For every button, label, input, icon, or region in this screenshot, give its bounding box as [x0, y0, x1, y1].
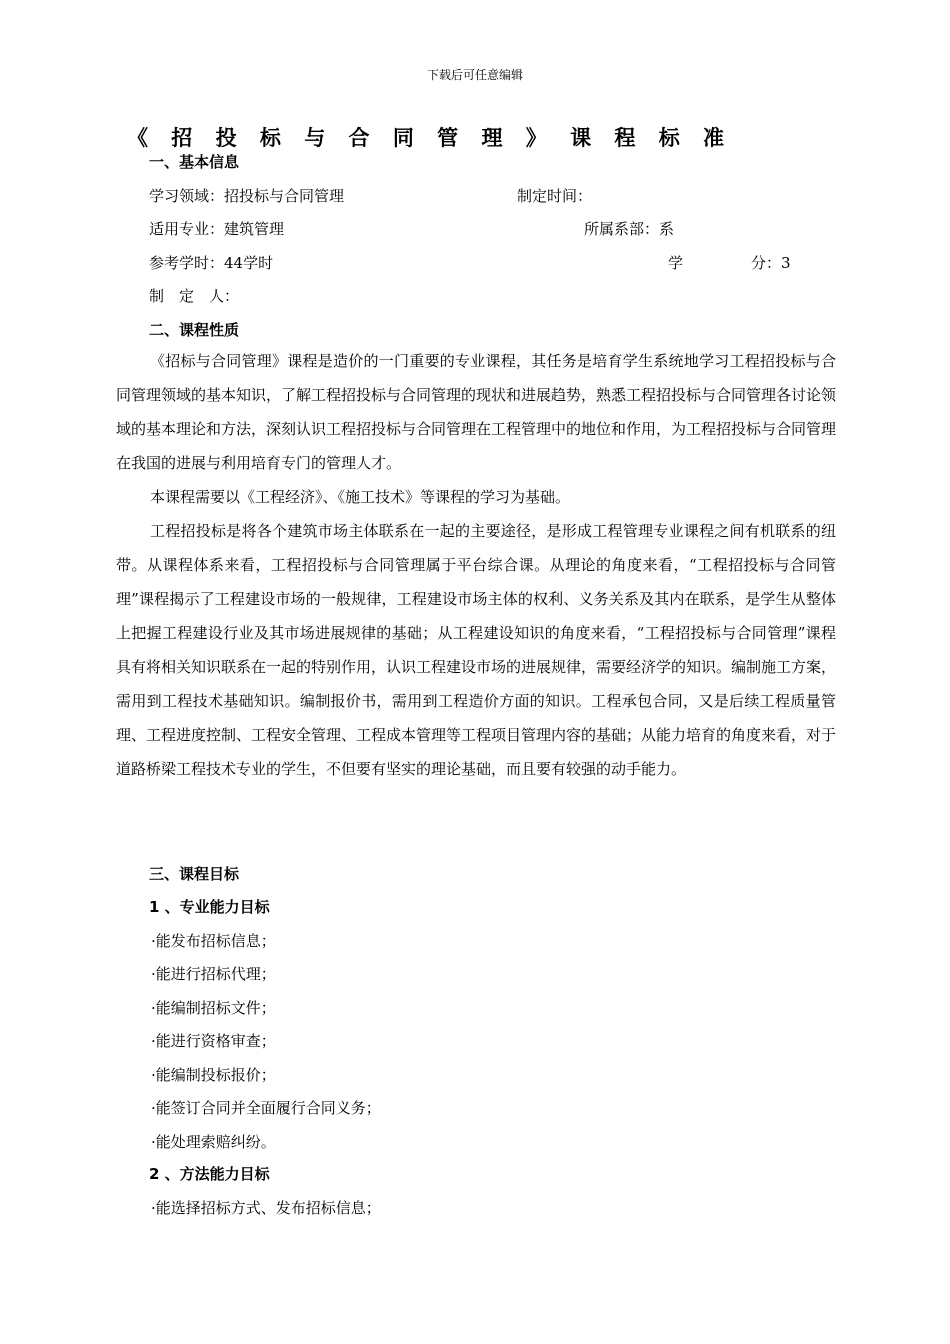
list-item: ·能选择招标方式、发布招标信息； — [151, 1199, 381, 1217]
list-item: ·能签订合同并全面履行合同义务； — [151, 1099, 381, 1117]
list-item: ·能编制招标文件； — [151, 999, 276, 1017]
list-item: ·能处理索赔纠纷。 — [151, 1133, 276, 1151]
subheading-professional-goals: 1 、专业能力目标 — [149, 898, 270, 916]
info-set-time: 制定时间： — [517, 187, 593, 205]
info-credit-label: 学 — [668, 254, 684, 272]
list-item: ·能发布招标信息； — [151, 932, 276, 950]
section-heading-basic-info: 一、基本信息 — [149, 153, 240, 171]
list-item: ·能编制投标报价； — [151, 1066, 276, 1084]
info-department: 所属系部：系 — [584, 220, 675, 238]
section-heading-goals: 三、课程目标 — [149, 865, 240, 883]
subheading-method-goals: 2 、方法能力目标 — [149, 1165, 270, 1183]
info-learning-area: 学习领域：招投标与合同管理 — [149, 187, 345, 205]
document-title: 《 招 投 标 与 合 同 管 理 》 课 程 标 准 — [127, 126, 733, 150]
header-note: 下载后可任意编辑 — [426, 68, 523, 82]
info-hours: 参考学时：44学时 — [149, 254, 274, 272]
info-author: 制 定 人： — [149, 287, 240, 305]
info-credit-value: 分：3 — [751, 254, 791, 272]
section-heading-nature: 二、课程性质 — [149, 321, 240, 339]
paragraph-course-nature: 《招标与合同管理》课程是造价的一门重要的专业课程，其任务是培育学生系统地学习工程招投标与合同管理领域的基本知识，了解工程招投标与合同管理的现状和进展趋势，熟悉工程招投标与合同管理各讨论领域的基本理论和方法，深刻认识工程招投标与合同管理在工程管理中的地位和作用，为工程招投标与合同管理在我国的进展与利用培育专门的管理人才。 — [116, 352, 837, 472]
paragraph-course-role: 工程招投标是将各个建筑市场主体联系在一起的主要途径，是形成工程管理专业课程之间有机联系的纽带。从课程体系来看，工程招投标与合同管理属于平台综合课。从理论的角度来看，“工程招投标与合同管理”课程揭示了工程建设市场的一般规律，工程建设市场主体的权利、义务关系及其内在联系，是学生从整体上把握工程建设行业及其市场进展规律的基础；从工程建设知识的角度来看，“工程招投标与合同管理”课程具有将相关知识联系在一起的特别作用，认识工程建设市场的进展规律，需要经济学的知识。编制施工方案，需用到工程技术基础知识。编制报价书，需用到工程造价方面的知识。工程承包合同，又是后续工程质量管理、工程进度控制、工程安全管理、工程成本管理等工程项目管理内容的基础；从能力培育的角度来看，对于道路桥梁工程技术专业的学生，不但要有坚实的理论基础，而且要有较强的动手能力。 — [116, 522, 837, 778]
list-item: ·能进行资格审查； — [151, 1032, 276, 1050]
list-item: ·能进行招标代理； — [151, 965, 276, 983]
paragraph-prerequisites: 本课程需要以《工程经济》、《施工技术》等课程的学习为基础。 — [150, 488, 571, 506]
info-major: 适用专业：建筑管理 — [149, 220, 285, 238]
